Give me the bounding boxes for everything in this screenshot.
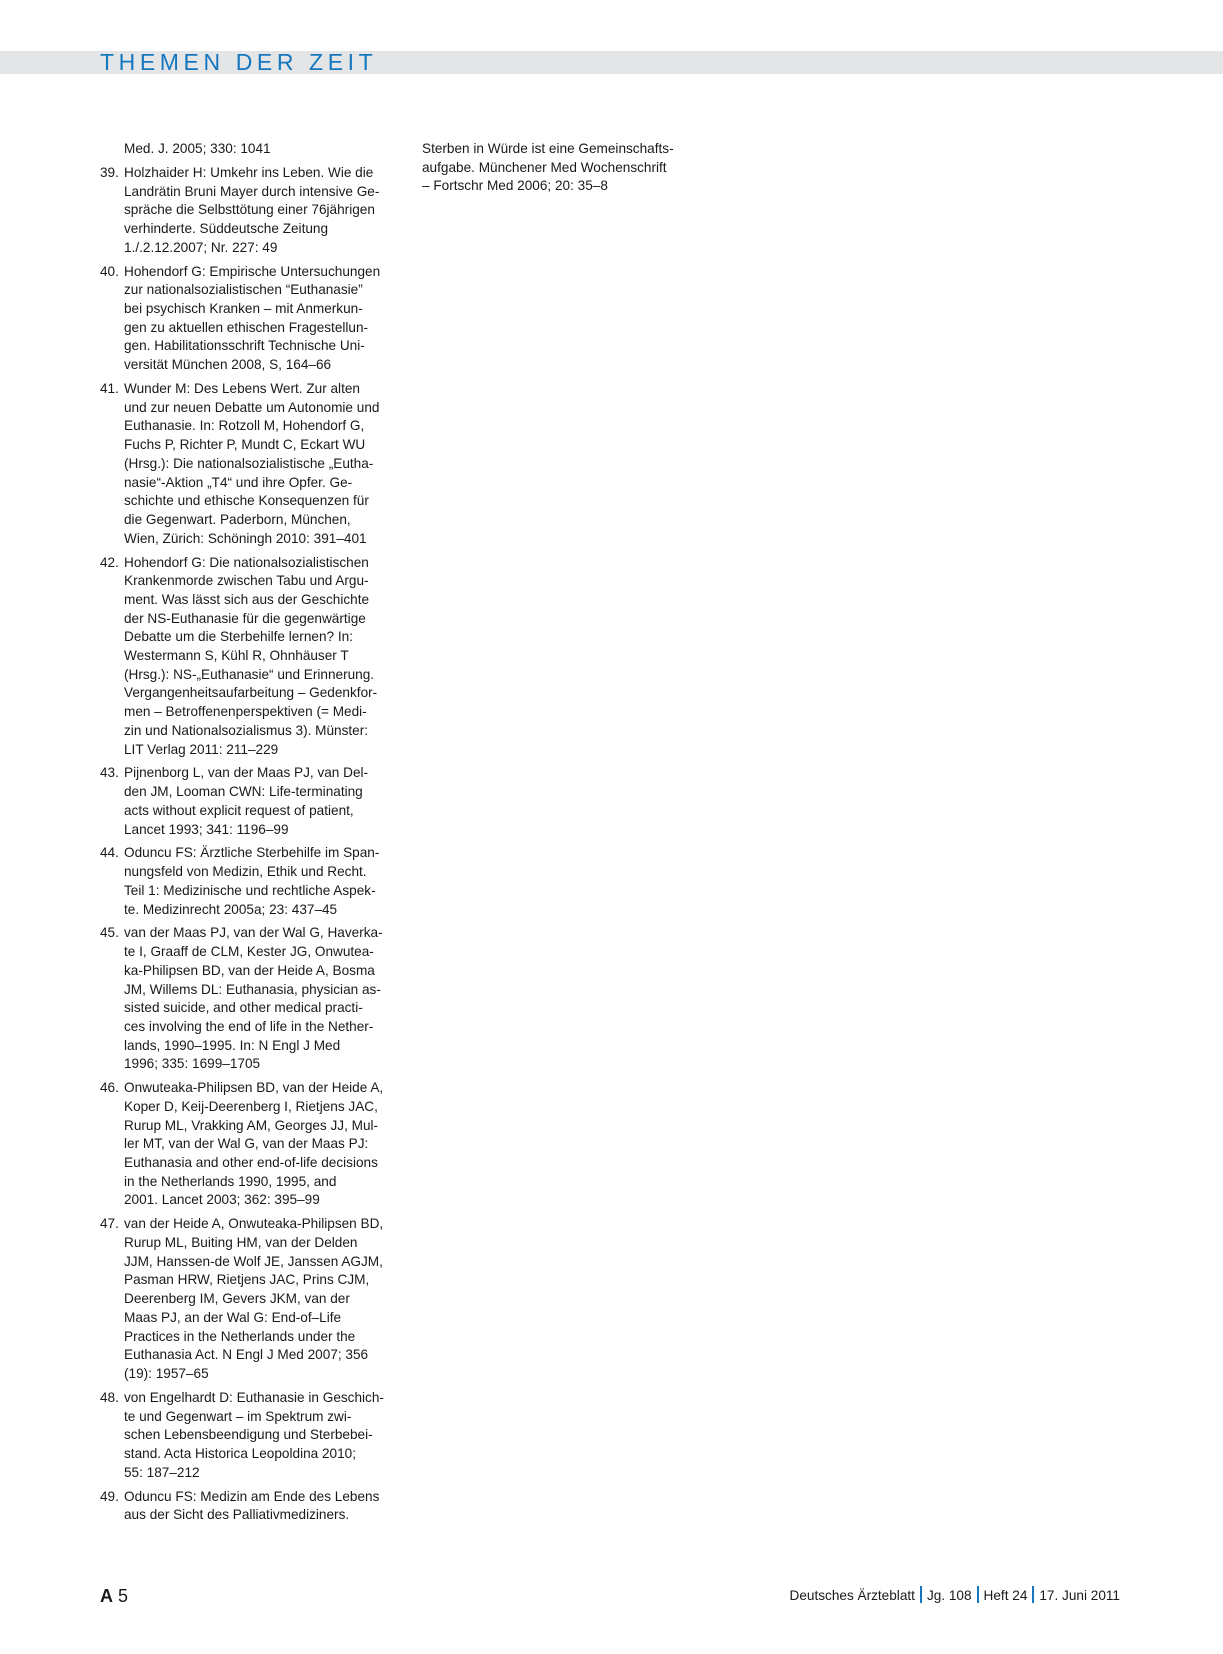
reference-text-line: (Hrsg.): Die nationalsozialistische „Eutha-: [124, 455, 374, 471]
reference-item: [100, 1488, 380, 1525]
reference-text-line: Teil 1: Medizinische und rechtliche Aspek-: [124, 882, 376, 898]
reference-text-line: JJM, Hanssen-de Wolf JE, Janssen AGJM,: [124, 1253, 383, 1269]
reference-text-line: Westermann S, Kühl R, Ohnhäuser T: [124, 648, 349, 664]
reference-text-line: 1./.2.12.2007; Nr. 227: 49: [124, 239, 278, 255]
reference-text-line: spräche die Selbsttötung einer 76jährigen: [124, 202, 375, 218]
reference-text-line: Vergangenheitsaufarbeitung – Gedenkfor-: [124, 685, 378, 701]
reference-text-line: van der Heide A, Onwuteaka-Philipsen BD,: [124, 1216, 384, 1232]
reference-item: [100, 924, 383, 1074]
reference-text-line: Hohendorf G: Empirische Untersuchungen: [124, 263, 381, 279]
reference-text-line: (Hrsg.): NS-„Euthanasie“ und Erinnerung.: [124, 666, 375, 682]
reference-item: [100, 764, 375, 839]
reference-list-left-column: [100, 140, 384, 1530]
reference-text-line: Debatte um die Sterbehilfe lernen? In:: [124, 629, 353, 645]
reference-text-line: Oduncu FS: Medizin am Ende des Lebens: [124, 1488, 380, 1504]
reference-text-line: ka-Philipsen BD, van der Heide A, Bosma: [124, 962, 375, 978]
reference-item: [100, 1079, 384, 1210]
reference-text-line: Deerenberg IM, Gevers JKM, van der: [124, 1291, 350, 1307]
reference-number: 39.: [100, 164, 119, 180]
reference-text-line: Onwuteaka-Philipsen BD, van der Heide A,: [124, 1080, 384, 1096]
reference-text-line: Euthanasie. In: Rotzoll M, Hohendorf G,: [124, 418, 365, 434]
separator-bar: [977, 1586, 979, 1603]
page-number: [100, 1584, 128, 1608]
reference-text-line: Euthanasia Act. N Engl J Med 2007; 356: [124, 1347, 369, 1363]
reference-text-line: 55: 187–212: [124, 1464, 200, 1480]
reference-item: [100, 164, 380, 258]
reference-text-line: stand. Acta Historica Leopoldina 2010;: [124, 1445, 357, 1461]
reference-text-line: van der Maas PJ, van der Wal G, Haverka-: [124, 925, 383, 941]
reference-text-line: Sterben in Würde ist eine Gemeinschafts-: [422, 141, 674, 156]
reference-number: 45.: [100, 925, 119, 941]
reference-text-line: aus der Sicht des Palliativmediziners.: [124, 1507, 350, 1523]
reference-text-line: bei psychisch Kranken – mit Anmerkun-: [124, 301, 363, 316]
reference-text-line: gen. Habilitationsschrift Technische Uni-: [124, 338, 365, 354]
reference-text-line: te I, Graaff de CLM, Kester JG, Onwutea-: [124, 944, 374, 960]
reference-text-line: Med. J. 2005; 330: 1041: [124, 141, 271, 156]
reference-text-line: Pijnenborg L, van der Maas PJ, van Del-: [124, 765, 369, 781]
reference-text-line: Holzhaider H: Umkehr ins Leben. Wie die: [124, 164, 374, 180]
reference-item: [100, 554, 378, 760]
reference-text-line: 1996; 335: 1699–1705: [124, 1056, 261, 1072]
journal-citation: [790, 1586, 1120, 1606]
reference-text-line: Practices in the Netherlands under the: [124, 1328, 356, 1344]
reference-text-line: nasie“-Aktion „T4“ und ihre Opfer. Ge-: [124, 474, 353, 490]
reference-text-line: die Gegenwart. Paderborn, München,: [124, 511, 351, 527]
separator-bar: [920, 1586, 922, 1603]
reference-text-line: Rurup ML, Buiting HM, van der Delden: [124, 1235, 358, 1251]
reference-text-line: und zur neuen Debatte um Autonomie und: [124, 399, 380, 415]
reference-text-line: Fuchs P, Richter P, Mundt C, Eckart WU: [124, 437, 366, 453]
reference-text-line: der NS-Euthanasie für die gegenwärtige: [124, 610, 366, 626]
reference-continuation: [422, 140, 692, 196]
reference-text-line: Oduncu FS: Ärztliche Sterbehilfe im Span-: [124, 845, 380, 861]
reference-text-line: 2001. Lancet 2003; 362: 395–99: [124, 1192, 320, 1208]
journal-name: Deutsches Ärzteblatt: [789, 1588, 915, 1603]
reference-text-line: zin und Nationalsozialismus 3). Münster:: [124, 722, 369, 738]
reference-text-line: LIT Verlag 2011: 211–229: [124, 741, 279, 757]
reference-text-line: (19): 1957–65: [124, 1365, 209, 1381]
reference-text-line: te und Gegenwart – im Spektrum zwi-: [124, 1408, 352, 1424]
reference-text-line: gen zu aktuellen ethischen Fragestellun-: [124, 319, 369, 335]
reference-number: 46.: [100, 1080, 119, 1096]
reference-text-line: Euthanasia and other end-of-life decisions: [124, 1155, 378, 1171]
reference-text-line: schen Lebensbeendigung und Sterbebei-: [124, 1427, 373, 1443]
reference-number: 44.: [100, 845, 119, 861]
reference-text-line: – Fortschr Med 2006; 20: 35–8: [422, 178, 608, 194]
reference-text-line: von Engelhardt D: Euthanasie in Geschich-: [124, 1389, 384, 1405]
reference-text-line: men – Betroffenenperspektiven (= Medi-: [124, 704, 367, 720]
reference-text-line: Rurup ML, Vrakking AM, Georges JJ, Mul-: [124, 1117, 379, 1133]
reference-text-line: Wunder M: Des Lebens Wert. Zur alten: [124, 381, 360, 396]
reference-text-line: Wien, Zürich: Schöningh 2010: 391–401: [124, 530, 367, 546]
reference-item: [100, 380, 380, 548]
reference-item: [100, 1215, 384, 1383]
reference-text-line: ler MT, van der Wal G, van der Maas PJ:: [124, 1136, 369, 1152]
reference-text-line: ces involving the end of life in the Nether-: [124, 1018, 374, 1034]
page-number-value: 5: [118, 1586, 129, 1606]
reference-text-line: zur nationalsozialistischen “Euthanasie”: [124, 282, 363, 298]
reference-text-line: JM, Willems DL: Euthanasia, physician as-: [124, 981, 381, 997]
reference-continuation: [100, 140, 375, 159]
reference-number: 40.: [100, 263, 119, 279]
reference-text-line: nungsfeld von Medizin, Ethik und Recht.: [124, 864, 367, 880]
page-letter: A: [100, 1586, 113, 1606]
reference-number: 42.: [100, 554, 119, 570]
reference-number: 47.: [100, 1216, 119, 1232]
reference-item: [100, 844, 380, 919]
reference-list-right-column: [422, 140, 692, 196]
reference-text-line: te. Medizinrecht 2005a; 23: 437–45: [124, 901, 338, 917]
reference-text-line: schichte und ethische Konsequenzen für: [124, 493, 369, 509]
reference-text-line: Maas PJ, an der Wal G: End-of–Life: [124, 1309, 342, 1325]
reference-text-line: den JM, Looman CWN: Life-terminating: [124, 784, 363, 800]
reference-text-line: Landrätin Bruni Mayer durch intensive Ge-: [124, 183, 380, 199]
reference-text-line: Pasman HRW, Rietjens JAC, Prins CJM,: [124, 1272, 370, 1288]
journal-date: 17. Juni 2011: [1039, 1588, 1120, 1603]
reference-text-line: verhinderte. Süddeutsche Zeitung: [124, 221, 329, 236]
reference-text-line: acts without explicit request of patient,: [124, 802, 354, 818]
reference-text-line: versität München 2008, S, 164–66: [124, 357, 332, 373]
reference-number: 49.: [100, 1488, 119, 1504]
reference-text-line: Krankenmorde zwischen Tabu und Argu-: [124, 573, 369, 589]
reference-text-line: aufgabe. Münchener Med Wochenschrift: [422, 159, 667, 175]
reference-text-line: in the Netherlands 1990, 1995, and: [124, 1173, 337, 1189]
section-title: THEMEN DER ZEIT: [100, 49, 378, 75]
separator-bar: [1032, 1586, 1034, 1603]
reference-text-line: Koper D, Keij-Deerenberg I, Rietjens JAC,: [124, 1098, 378, 1114]
reference-number: 41.: [100, 381, 119, 396]
reference-text-line: ment. Was lässt sich aus der Geschichte: [124, 591, 370, 607]
journal-issue: Heft 24: [983, 1588, 1028, 1603]
reference-item: [100, 263, 381, 375]
reference-text-line: sisted suicide, and other medical practi-: [124, 1000, 363, 1016]
reference-number: 43.: [100, 765, 119, 781]
reference-text-line: Hohendorf G: Die nationalsozialistischen: [124, 554, 369, 570]
reference-text-line: lands, 1990–1995. In: N Engl J Med: [124, 1037, 341, 1053]
reference-item: [100, 1389, 384, 1483]
journal-volume: Jg. 108: [926, 1588, 972, 1603]
reference-number: 48.: [100, 1389, 119, 1405]
reference-text-line: Lancet 1993; 341: 1196–99: [124, 821, 289, 837]
